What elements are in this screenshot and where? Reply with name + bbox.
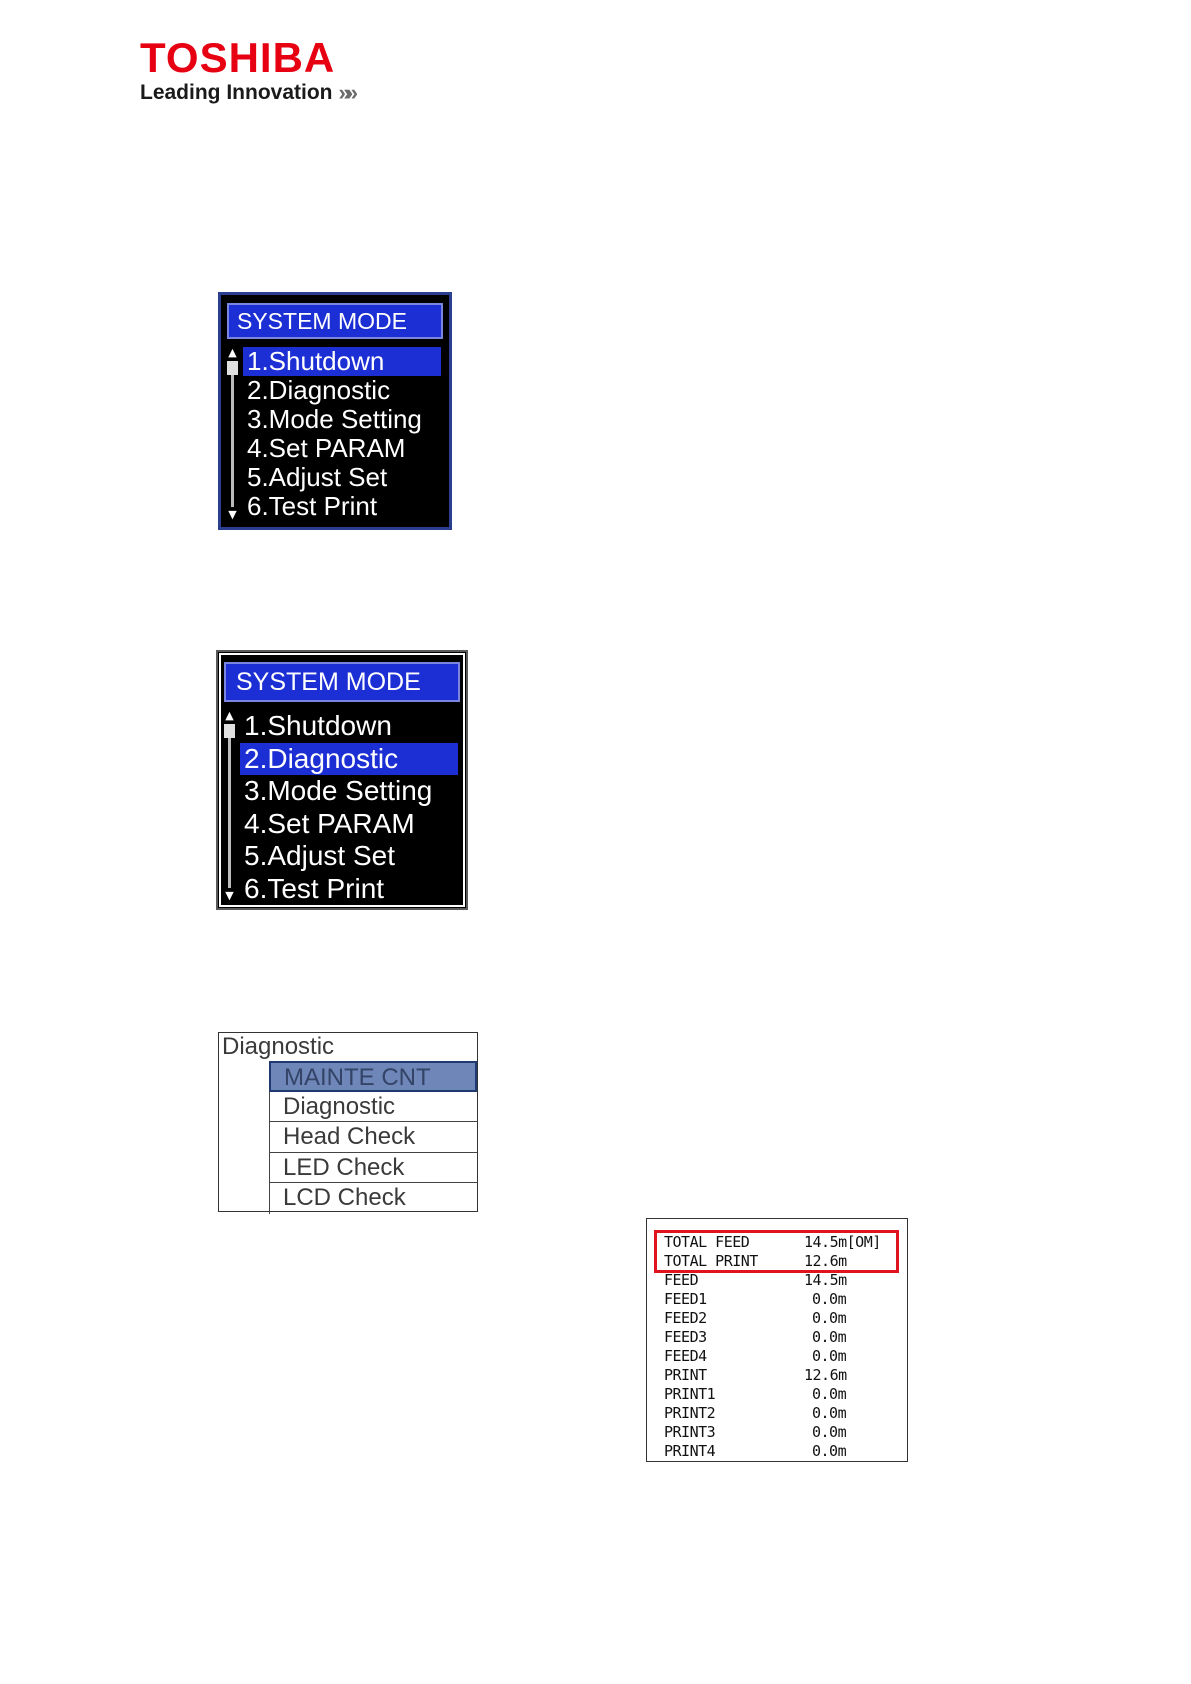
menu-item-shutdown[interactable]: 1.Shutdown <box>244 710 392 741</box>
diagnostic-list <box>269 1061 477 1214</box>
toshiba-logo <box>140 36 353 106</box>
counter-row <box>664 1385 894 1404</box>
menu-item-shutdown[interactable]: 1.Shutdown <box>243 347 441 376</box>
menu-item-mode-setting[interactable]: 3.Mode Setting <box>247 405 422 434</box>
scroll-down-icon[interactable]: ▼ <box>228 508 237 521</box>
counter-label: FEED2 <box>664 1309 707 1327</box>
diag-item-mainte-cnt[interactable]: MAINTE CNT <box>269 1061 477 1092</box>
counter-value: 0.0m <box>812 1309 847 1327</box>
counter-value: 14.5m <box>804 1271 847 1289</box>
counter-row <box>664 1423 894 1442</box>
logo-brand: TOSHIBA <box>140 34 336 81</box>
menu-item-diagnostic[interactable]: 2.Diagnostic <box>247 376 391 405</box>
counter-value: 14.5m[OM] <box>804 1233 881 1251</box>
diag-item-diagnostic[interactable]: Diagnostic <box>269 1092 477 1123</box>
menu-item-diagnostic[interactable]: 2.Diagnostic <box>240 743 458 776</box>
counter-row <box>664 1309 894 1328</box>
screen-title: SYSTEM MODE <box>224 662 460 702</box>
menu-item-test-print[interactable]: 6.Test Print <box>247 492 378 521</box>
scroll-up-icon[interactable]: ▲ <box>228 346 237 359</box>
counter-value: 0.0m <box>812 1290 847 1308</box>
diag-item-led-check[interactable]: LED Check <box>269 1153 477 1184</box>
menu-list <box>240 710 458 905</box>
counter-value: 12.6m <box>804 1252 847 1270</box>
counter-value: 0.0m <box>812 1347 847 1365</box>
counter-row <box>664 1366 894 1385</box>
counter-label: TOTAL FEED <box>664 1233 750 1251</box>
counter-value: 0.0m <box>812 1328 847 1346</box>
scroll-track <box>228 724 231 888</box>
counter-row <box>664 1442 894 1461</box>
counter-rows <box>664 1233 894 1461</box>
scrollbar[interactable] <box>224 710 236 902</box>
counter-value: 12.6m <box>804 1366 847 1384</box>
counter-label: PRINT1 <box>664 1385 716 1403</box>
counter-row <box>664 1252 894 1271</box>
counter-value: 0.0m <box>812 1404 847 1422</box>
scroll-track <box>231 361 234 507</box>
menu-item-mode-setting[interactable]: 3.Mode Setting <box>244 775 433 806</box>
scroll-thumb[interactable] <box>224 724 235 738</box>
counter-label: PRINT3 <box>664 1423 716 1441</box>
menu-item-test-print[interactable]: 6.Test Print <box>244 872 385 904</box>
counter-label: FEED1 <box>664 1290 707 1308</box>
scroll-thumb[interactable] <box>227 361 238 375</box>
diagnostic-title: Diagnostic <box>222 1033 335 1060</box>
menu-item-set-param[interactable]: 4.Set PARAM <box>247 434 406 463</box>
counter-value: 0.0m <box>812 1442 847 1460</box>
chevron-right-icon: »» <box>338 80 353 105</box>
counter-label: PRINT2 <box>664 1404 716 1422</box>
logo-tagline: Leading Innovation <box>140 81 333 104</box>
menu-item-set-param[interactable]: 4.Set PARAM <box>244 807 415 839</box>
counter-label: FEED3 <box>664 1328 707 1346</box>
logo-tagline-row <box>140 80 353 106</box>
scroll-down-icon[interactable]: ▼ <box>225 889 234 902</box>
scrollbar[interactable] <box>227 347 239 521</box>
counter-value: 0.0m <box>812 1423 847 1441</box>
scroll-up-icon[interactable]: ▲ <box>225 709 234 722</box>
system-mode-screen-2 <box>216 650 468 910</box>
diag-item-head-check[interactable]: Head Check <box>269 1122 477 1153</box>
system-mode-screen-1 <box>218 292 452 530</box>
counter-row <box>664 1290 894 1309</box>
diag-item-lcd-check[interactable]: LCD Check <box>269 1183 477 1214</box>
menu-item-adjust-set[interactable]: 5.Adjust Set <box>247 463 388 492</box>
counter-row <box>664 1404 894 1423</box>
counter-row <box>664 1233 894 1252</box>
counter-label: PRINT <box>664 1366 707 1384</box>
counter-value: 0.0m <box>812 1385 847 1403</box>
counter-row <box>664 1328 894 1347</box>
maintenance-counter-screen <box>646 1218 908 1462</box>
counter-label: TOTAL PRINT <box>664 1252 758 1270</box>
counter-label: FEED4 <box>664 1347 707 1365</box>
menu-item-adjust-set[interactable]: 5.Adjust Set <box>244 840 395 871</box>
counter-label: FEED <box>664 1271 699 1289</box>
diagnostic-tree <box>218 1032 478 1212</box>
counter-row <box>664 1271 894 1290</box>
screen-title: SYSTEM MODE <box>227 303 443 339</box>
counter-row <box>664 1347 894 1366</box>
menu-list <box>243 347 441 521</box>
counter-label: PRINT4 <box>664 1442 716 1460</box>
